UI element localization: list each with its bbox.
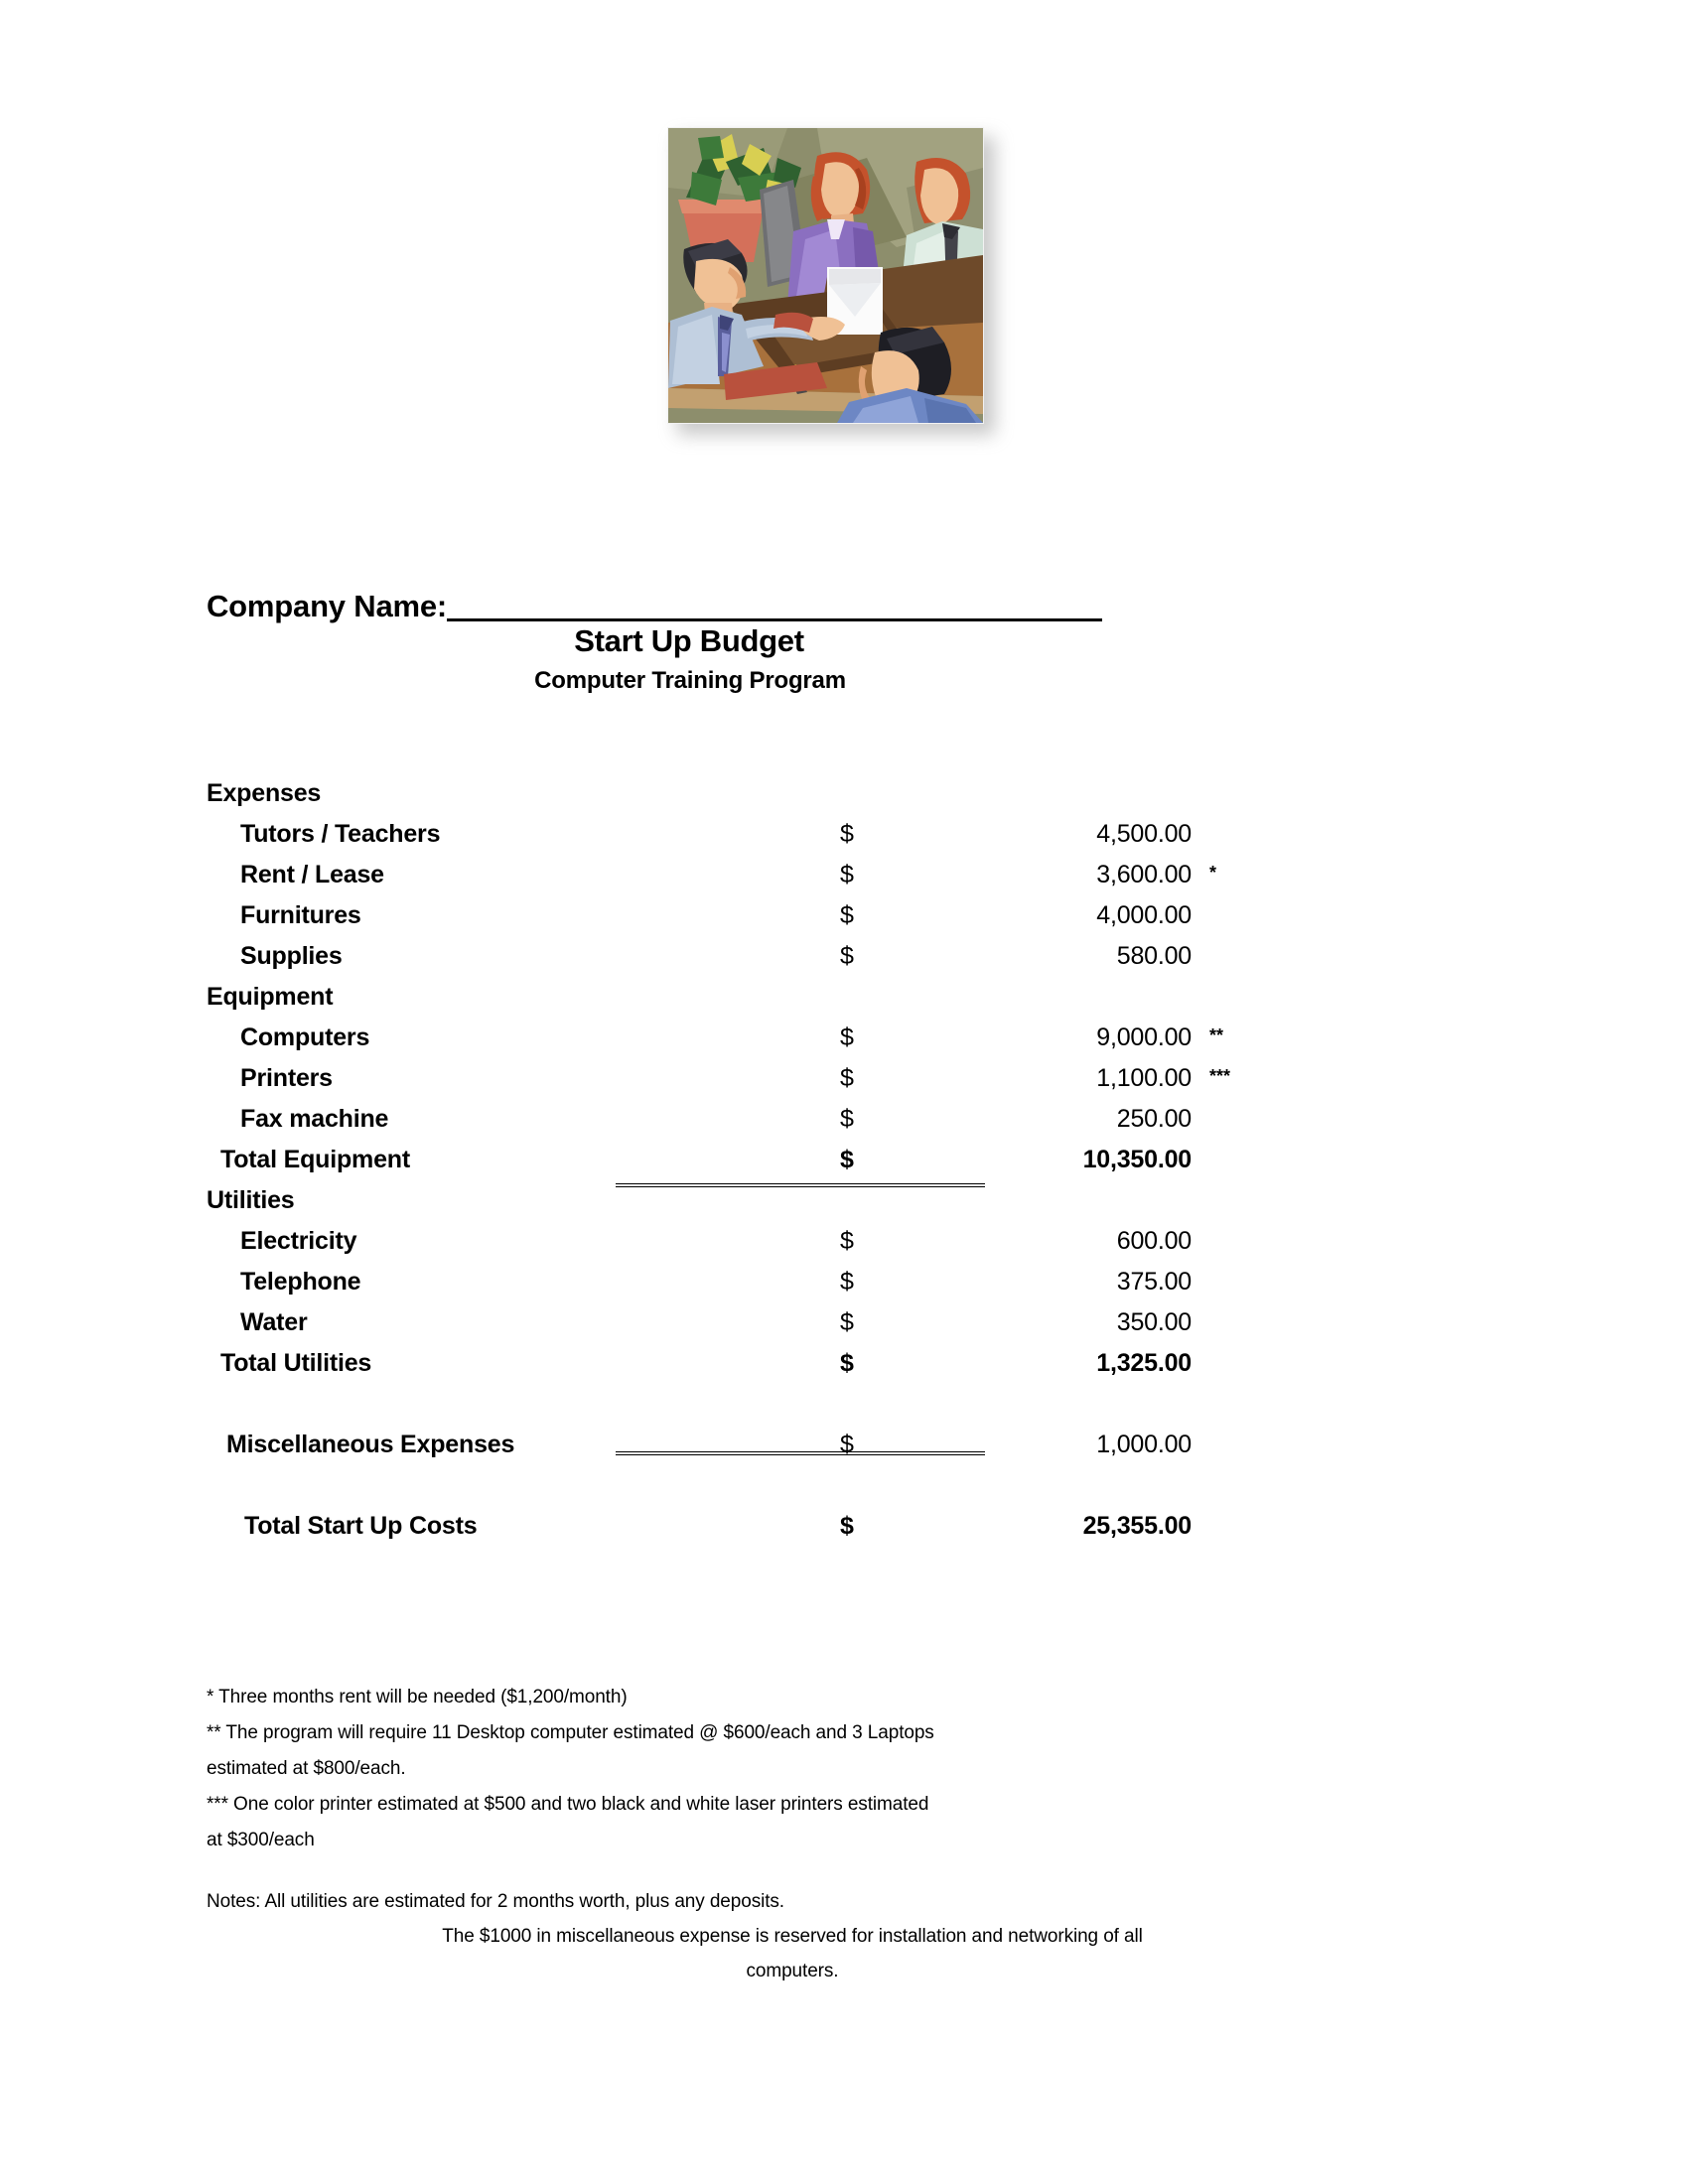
budget-row-currency: $	[840, 942, 854, 970]
budget-row	[207, 1105, 1209, 1146]
budget-row-label: Total Start Up Costs	[244, 1512, 478, 1540]
budget-row	[207, 1146, 1209, 1186]
budget-row-label: Supplies	[240, 942, 343, 970]
company-name-input[interactable]	[447, 589, 1102, 621]
page-title: Start Up Budget	[574, 623, 804, 658]
footnote-line: * Three months rent will be needed ($1,200/month)	[207, 1687, 628, 1707]
page-subtitle: Computer Training Program	[534, 667, 846, 694]
budget-row	[207, 861, 1217, 901]
budget-row	[207, 1512, 1209, 1553]
footnote-line: at $300/each	[207, 1830, 315, 1850]
budget-row-currency: $	[840, 1064, 854, 1092]
budget-row	[207, 901, 1209, 942]
business-meeting-image	[667, 127, 984, 424]
budget-row-label: Rent / Lease	[240, 861, 384, 888]
budget-row	[207, 1349, 1209, 1390]
budget-row-label: Expenses	[207, 779, 322, 807]
budget-row-amount: 1,000.00	[1096, 1431, 1192, 1458]
budget-row-label: Total Utilities	[220, 1349, 372, 1377]
budget-row-amount: 350.00	[1116, 1308, 1192, 1336]
budget-row	[207, 820, 1209, 861]
budget-spacer-row	[207, 1390, 1209, 1431]
budget-row-currency: $	[840, 1024, 854, 1051]
budget-row-currency: $	[840, 1512, 854, 1540]
budget-row-label: Computers	[240, 1024, 370, 1051]
header-clipart	[667, 127, 997, 437]
budget-row-label: Telephone	[240, 1268, 361, 1296]
budget-row-currency: $	[840, 861, 854, 888]
notes-line-3: computers.	[746, 1961, 839, 1981]
budget-row-amount: 3,600.00	[1096, 861, 1192, 888]
budget-row-amount: 375.00	[1116, 1268, 1192, 1296]
budget-row-label: Electricity	[240, 1227, 357, 1255]
budget-row-currency: $	[840, 1349, 854, 1377]
budget-spacer-row	[207, 1471, 1209, 1512]
company-name-row	[207, 572, 1398, 621]
budget-row-label: Furnitures	[240, 901, 361, 929]
notes-line-2: The $1000 in miscellaneous expense is reserved for installation and networking of all	[442, 1926, 1143, 1947]
budget-row-amount: 1,325.00	[1096, 1349, 1192, 1377]
budget-row-footnote-marker: **	[1209, 1025, 1224, 1045]
budget-row-label: Utilities	[207, 1186, 295, 1214]
footnote-line: estimated at $800/each.	[207, 1758, 406, 1779]
budget-row-label: Miscellaneous Expenses	[226, 1431, 515, 1458]
budget-row	[207, 1024, 1224, 1064]
budget-row-amount: 1,100.00	[1096, 1064, 1192, 1092]
budget-row	[207, 779, 1209, 820]
budget-row-label: Fax machine	[240, 1105, 389, 1133]
budget-row-amount: 580.00	[1116, 942, 1192, 970]
company-name-label: Company Name:	[207, 589, 448, 623]
budget-row-currency: $	[840, 1308, 854, 1336]
budget-row	[207, 983, 1209, 1024]
budget-row-currency: $	[840, 820, 854, 848]
budget-row-footnote-marker: *	[1209, 863, 1217, 883]
notes-block	[207, 1884, 1319, 1988]
budget-row-label: Printers	[240, 1064, 333, 1092]
budget-row	[207, 1227, 1209, 1268]
budget-row-amount: 25,355.00	[1082, 1512, 1192, 1540]
budget-row-label: Total Equipment	[220, 1146, 410, 1173]
budget-row-amount: 4,000.00	[1096, 901, 1192, 929]
budget-row-currency: $	[840, 901, 854, 929]
budget-row-label: Water	[240, 1308, 308, 1336]
footnotes-block	[207, 1680, 1299, 1858]
budget-row	[207, 942, 1209, 983]
budget-row	[207, 1308, 1209, 1349]
budget-row-currency: $	[840, 1431, 854, 1458]
budget-row-amount: 9,000.00	[1096, 1024, 1192, 1051]
footnote-line: *** One color printer estimated at $500 and two black and white laser printers estimated	[207, 1794, 929, 1815]
budget-row-currency: $	[840, 1268, 854, 1296]
budget-row-currency: $	[840, 1146, 854, 1173]
budget-row	[207, 1268, 1209, 1308]
grand-total-rule	[616, 1451, 985, 1455]
budget-row-label: Equipment	[207, 983, 334, 1011]
budget-row-amount: 250.00	[1116, 1105, 1192, 1133]
budget-row-currency: $	[840, 1227, 854, 1255]
budget-row	[207, 1186, 1209, 1227]
utilities-subtotal-rule	[616, 1183, 985, 1187]
footnote-line: ** The program will require 11 Desktop computer estimated @ $600/each and 3 Laptops	[207, 1722, 934, 1743]
budget-row-amount: 4,500.00	[1096, 820, 1192, 848]
budget-row-amount: 600.00	[1116, 1227, 1192, 1255]
budget-row-amount: 10,350.00	[1082, 1146, 1192, 1173]
budget-row-label: Tutors / Teachers	[240, 820, 441, 848]
budget-table	[207, 779, 1231, 1553]
notes-line-1: Notes: All utilities are estimated for 2 months worth, plus any deposits.	[207, 1891, 784, 1912]
budget-row-footnote-marker: ***	[1209, 1066, 1231, 1086]
budget-row-currency: $	[840, 1105, 854, 1133]
budget-row	[207, 1064, 1231, 1105]
